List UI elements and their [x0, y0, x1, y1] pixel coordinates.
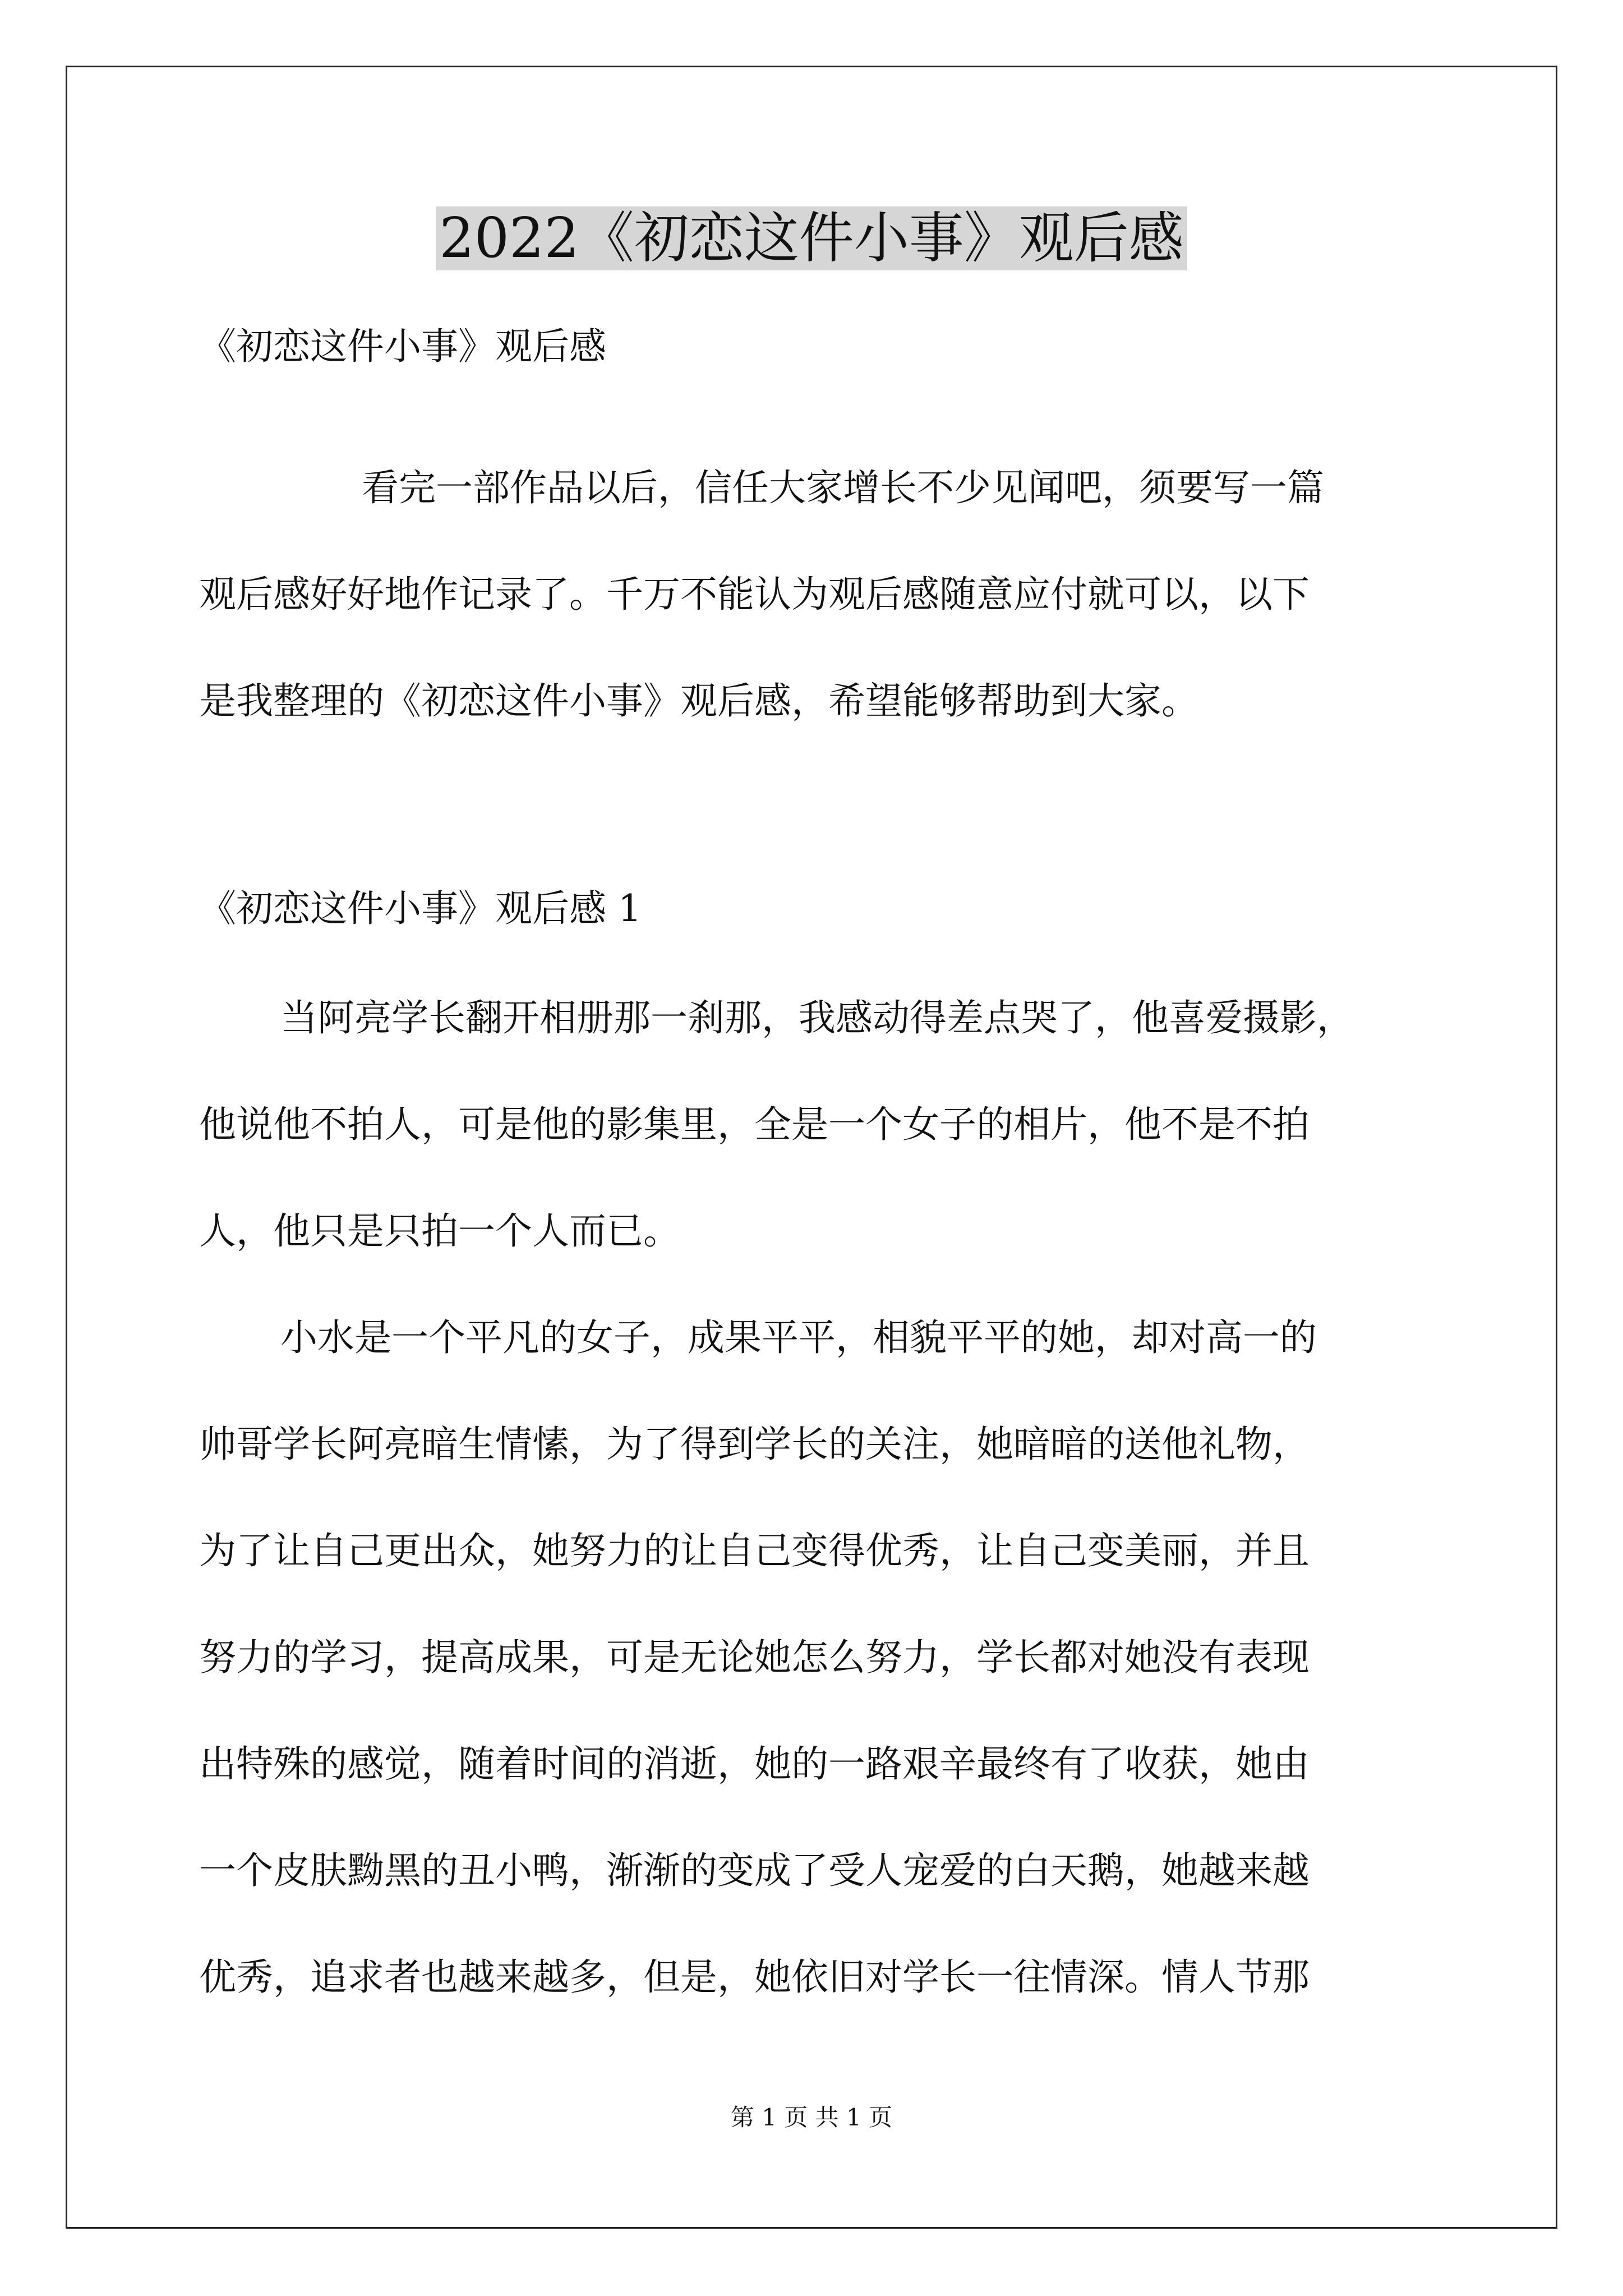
intro-line-3: 是我整理的《初恋这件小事》观后感，希望能够帮助到大家。	[199, 679, 1198, 723]
document-title	[0, 199, 1623, 278]
paragraph2-line-7: 优秀，追求者也越来越多，但是，她依旧对学长一往情深。情人节那	[199, 1955, 1310, 1999]
document-title-text: 2022《初恋这件小事》观后感	[436, 206, 1187, 270]
paragraph2-line-4: 努力的学习，提高成果，可是无论她怎么努力，学长都对她没有表现	[199, 1636, 1310, 1679]
paragraph2-line-1: 小水是一个平凡的女子，成果平平，相貌平平的她，却对高一的	[280, 1316, 1317, 1359]
paragraph2-line-6: 一个皮肤黝黑的丑小鸭，渐渐的变成了受人宠爱的白天鹅，她越来越	[199, 1849, 1310, 1892]
paragraph1-line-1: 当阿亮学长翻开相册那一刹那，我感动得差点哭了，他喜爱摄影，	[280, 996, 1354, 1039]
paragraph2-line-3: 为了让自己更出众，她努力的让自己变得优秀，让自己变美丽，并且	[199, 1529, 1310, 1572]
intro-line-1: 看完一部作品以后，信任大家增长不少见闻吧，须要写一篇	[362, 466, 1324, 509]
document-subtitle: 《初恋这件小事》观后感	[199, 325, 606, 368]
paragraph2-line-2: 帅哥学长阿亮暗生情愫，为了得到学长的关注，她暗暗的送他礼物，	[199, 1423, 1310, 1466]
intro-line-2: 观后感好好地作记录了。千万不能认为观后感随意应付就可以，以下	[199, 573, 1310, 616]
paragraph2-line-5: 出特殊的感觉，随着时间的消逝，她的一路艰辛最终有了收获，她由	[199, 1742, 1310, 1786]
paragraph1-line-2: 他说他不拍人，可是他的影集里，全是一个女子的相片，他不是不拍	[199, 1103, 1310, 1146]
paragraph1-line-3: 人，他只是只拍一个人而已。	[199, 1209, 680, 1253]
page-footer: 第 1 页 共 1 页	[730, 2104, 893, 2131]
section-heading: 《初恋这件小事》观后感 1	[199, 887, 642, 930]
